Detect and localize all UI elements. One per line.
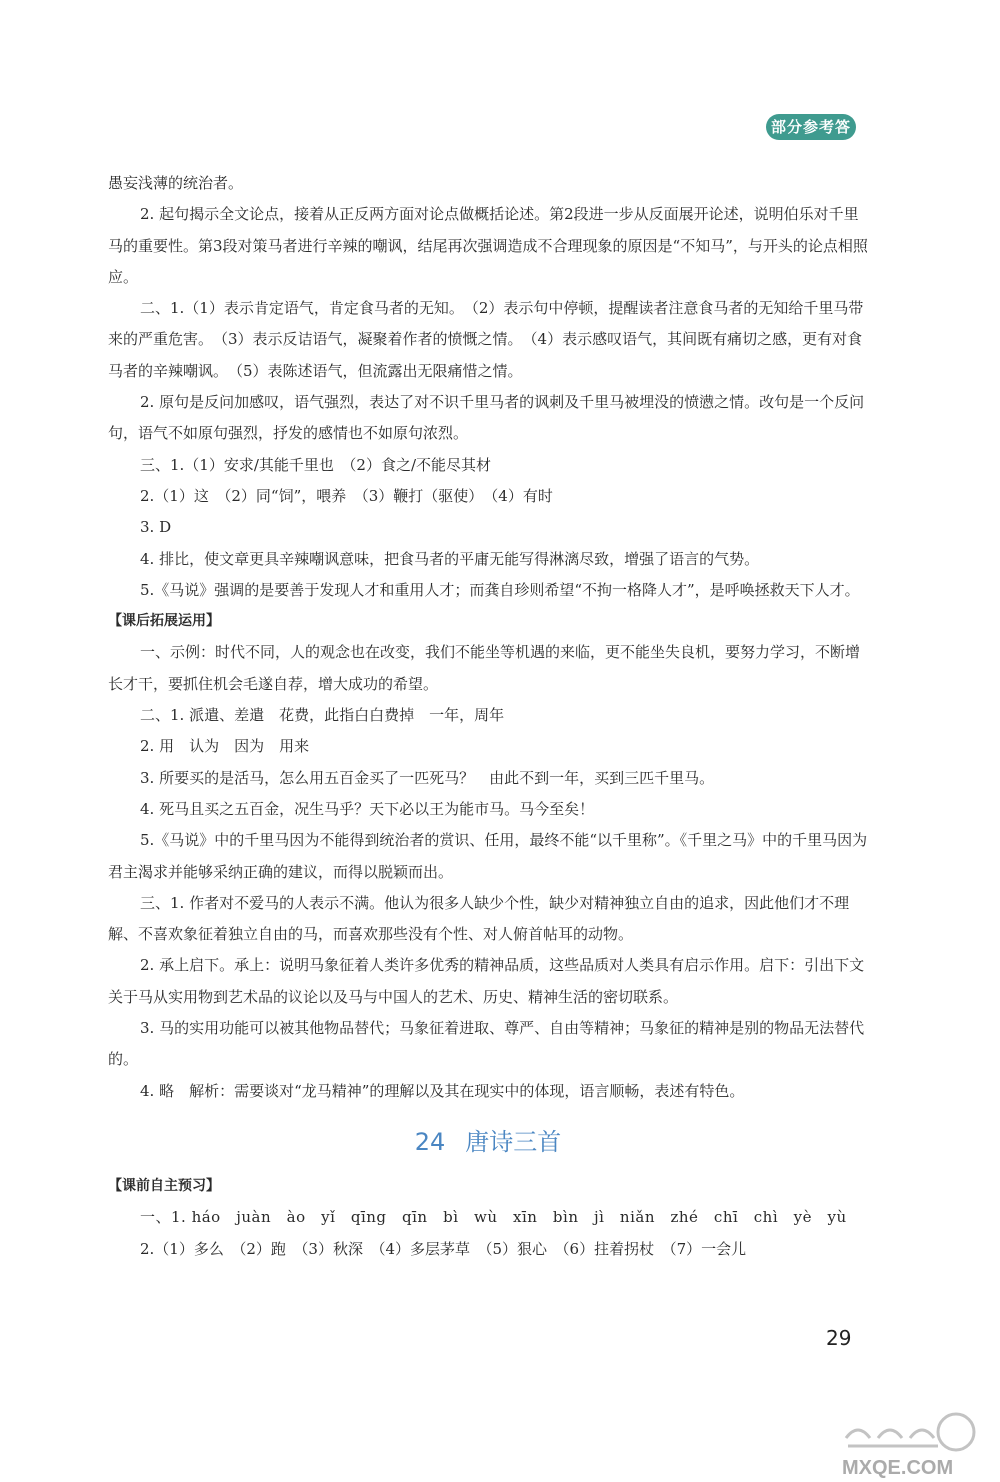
answer-paragraph: 5.《马说》中的千里马因为不能得到统治者的赏识、任用，最终不能“以千里称”。《千里之马》中的千里马因为君主渴求并能够采纳正确的建议，而得以脱颖而出。	[108, 831, 868, 881]
answer-content	[108, 168, 868, 1265]
answer-paragraph: 2. 承上启下。承上：说明马象征着人类许多优秀的精神品质，这些品质对人类具有启示作用。启下：引出下文关于马从实用物到艺术品的议论以及马与中国人的艺术、历史、精神生活的密切联系。	[108, 956, 865, 1006]
answer-paragraph: 2.（1）多么 （2）跑 （3）秋深 （4）多层茅草 （5）狠心 （6）拄着拐杖 （7）一会儿	[140, 1239, 747, 1258]
watermark-url: MXQE.COM	[842, 1457, 954, 1479]
watermark-logo	[838, 1412, 988, 1480]
text-line: 愚妄浅薄的统治者。	[108, 174, 244, 192]
answer-paragraph: 3. D	[140, 518, 172, 537]
lesson-number: 24	[414, 1127, 446, 1156]
lesson-title	[108, 1113, 868, 1171]
page-number: 29	[826, 1326, 852, 1350]
answer-paragraph: 5.《马说》强调的是要善于发现人才和重用人才；而龚自珍则希望“不拘一格降人才”，是呼唤拯救天下人才。	[140, 580, 860, 599]
answer-paragraph: 三、1.（1）安求/其能千里也 （2）食之/不能尽其材	[140, 455, 492, 474]
answer-paragraph: 2. 用 认为 因为 用来	[140, 737, 310, 756]
pinyin-answers: 一、1. háo juàn ào yǐ qīng qīn bì wù xīn bìn jì niǎn zhé chī chì yè yù	[140, 1208, 847, 1227]
answer-paragraph: 3. 所要买的是活马，怎么用五百金买了一匹死马？ 由此不到一年，买到三匹千里马。	[140, 768, 715, 787]
answer-paragraph: 二、1. 派遣、差遣 花费，此指白白费掉 一年，周年	[140, 706, 505, 725]
answer-paragraph: 2. 起句揭示全文论点，接着从正反两方面对论点做概括论述。第2段进一步从反面展开论述，说明伯乐对千里马的重要性。第3段对策马者进行辛辣的嘲讽，结尾再次强调造成不合理现象的原因是“不知马”，与开头的论点相照应。	[108, 205, 868, 286]
answer-paragraph: 4. 死马且买之五百金，况生马乎？天下必以王为能市马。马今至矣！	[140, 799, 595, 818]
answer-paragraph: 3. 马的实用功能可以被其他物品替代；马象征着进取、尊严、自由等精神；马象征的精神是别的物品无法替代的。	[108, 1019, 865, 1069]
section-heading: 【课后拓展运用】	[108, 613, 220, 630]
answer-paragraph: 2. 原句是反问加感叹，语气强烈，表达了对不识千里马者的讽刺及千里马被埋没的愤懑之情。改句是一个反问句，语气不如原句强烈，抒发的感情也不如原句浓烈。	[108, 393, 865, 443]
answer-paragraph: 4. 略 解析：需要谈对“龙马精神”的理解以及其在现实中的体现，语言顺畅，表述有特色。	[140, 1081, 745, 1100]
lesson-name: 唐诗三首	[465, 1127, 562, 1156]
section-heading: 【课前自主预习】	[108, 1177, 220, 1194]
answer-paragraph: 一、示例：时代不同，人的观念也在改变，我们不能坐等机遇的来临，更不能坐失良机，要努力学习，不断增长才干，要抓住机会毛遂自荐，增大成功的希望。	[108, 643, 861, 693]
answer-paragraph: 三、1. 作者对不爱马的人表示不满。他认为很多人缺少个性，缺少对精神独立自由的追求，因此他们才不理解、不喜欢象征着独立自由的马，而喜欢那些没有个性、对人俯首帖耳的动物。	[108, 893, 850, 944]
answer-paragraph: 二、1.（1）表示肯定语气，肯定食马者的无知。 （2）表示句中停顿，提醒读者注意食马者的无知给千里马带来的严重危害。 （3）表示反诘语气，凝聚着作者的愤慨之情。 （4）表示感叹语气，其间既有痛切之感，更有对食马者的辛辣嘲讽。 （5）表陈述语气，但流露出无限痛惜之情。	[108, 299, 864, 380]
section-badge: 部分参考答案	[766, 114, 856, 140]
answer-paragraph: 2.（1）这 （2）同“饲”，喂养 （3）鞭打（驱使） （4）有时	[140, 486, 553, 505]
answer-paragraph: 4. 排比，使文章更具辛辣嘲讽意味，把食马者的平庸无能写得淋漓尽致，增强了语言的气势。	[140, 549, 760, 568]
